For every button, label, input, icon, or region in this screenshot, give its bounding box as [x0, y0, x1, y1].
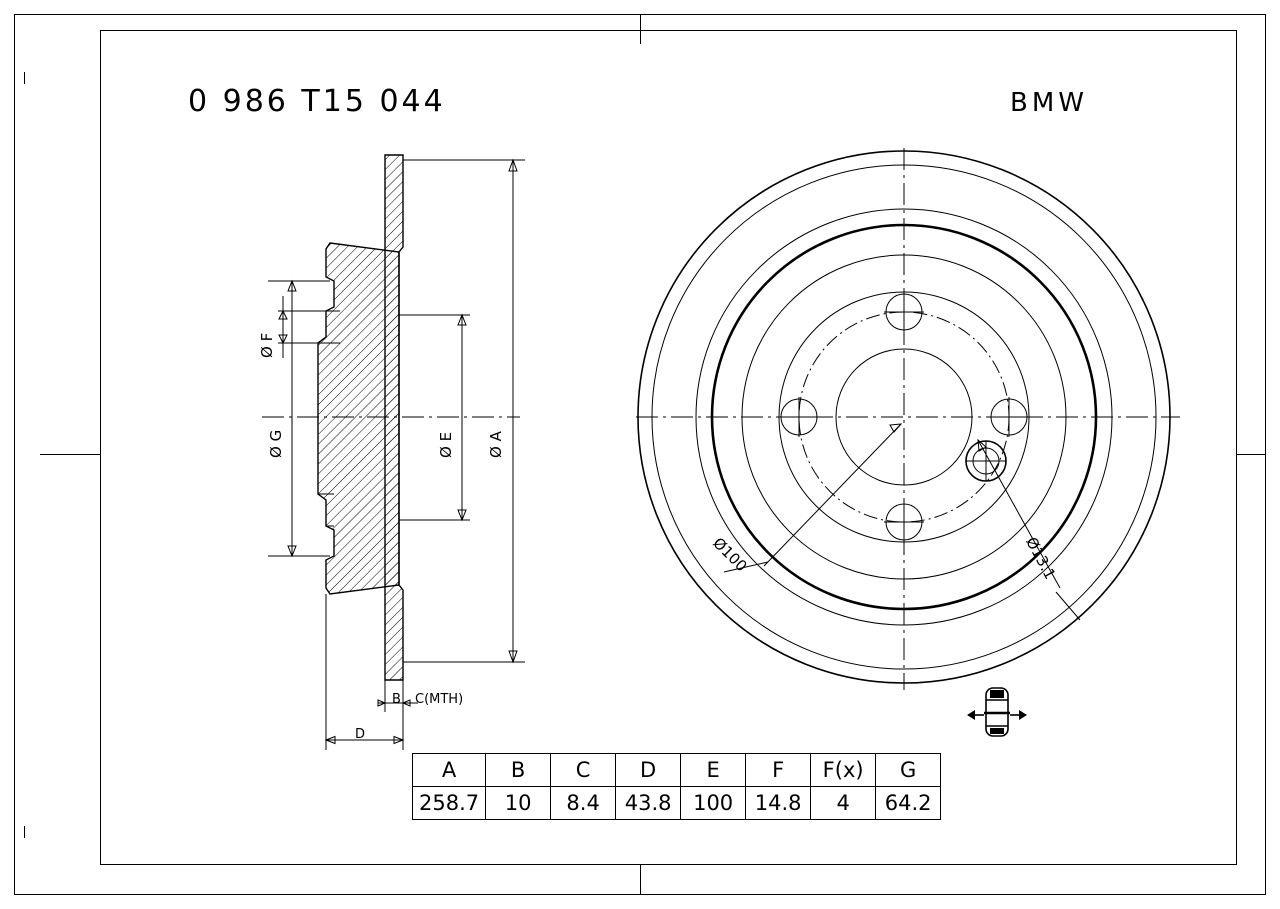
- table-header-cell: A: [413, 754, 486, 787]
- table-value-cell: 64.2: [876, 787, 941, 820]
- table-value-cell: 8.4: [551, 787, 616, 820]
- table-header-cell: C: [551, 754, 616, 787]
- bolt-circle-text: Ø100: [709, 534, 751, 576]
- car-rear-axle-icon: [967, 688, 1027, 736]
- table-header-cell: D: [616, 754, 681, 787]
- table-header-cell: F(x): [811, 754, 876, 787]
- table-value-cell: 258.7: [413, 787, 486, 820]
- table-header-cell: G: [876, 754, 941, 787]
- table-value-cell: 14.8: [746, 787, 811, 820]
- bolt-hole-text: Ø13.1: [1022, 534, 1060, 583]
- label-dim-b: B: [392, 692, 401, 707]
- label-diameter-a: Ø A: [487, 431, 505, 458]
- table-row-values: [413, 787, 941, 820]
- table-row-headers: [413, 754, 941, 787]
- table-header-cell: B: [486, 754, 551, 787]
- table-header-cell: F: [746, 754, 811, 787]
- table-value-cell: 43.8: [616, 787, 681, 820]
- spec-table: [412, 753, 941, 820]
- label-diameter-f: Ø F: [258, 332, 276, 358]
- table-value-cell: 100: [681, 787, 746, 820]
- label-diameter-e: Ø E: [437, 431, 455, 458]
- table-header-cell: E: [681, 754, 746, 787]
- label-dim-c: C(MTH): [415, 692, 464, 707]
- label-diameter-g: Ø G: [267, 429, 285, 458]
- part-number: 0 986 T15 044: [188, 84, 446, 119]
- table-value-cell: 4: [811, 787, 876, 820]
- table-value-cell: 10: [486, 787, 551, 820]
- label-dim-d: D: [355, 727, 366, 742]
- brand-label: BMW: [1010, 88, 1088, 118]
